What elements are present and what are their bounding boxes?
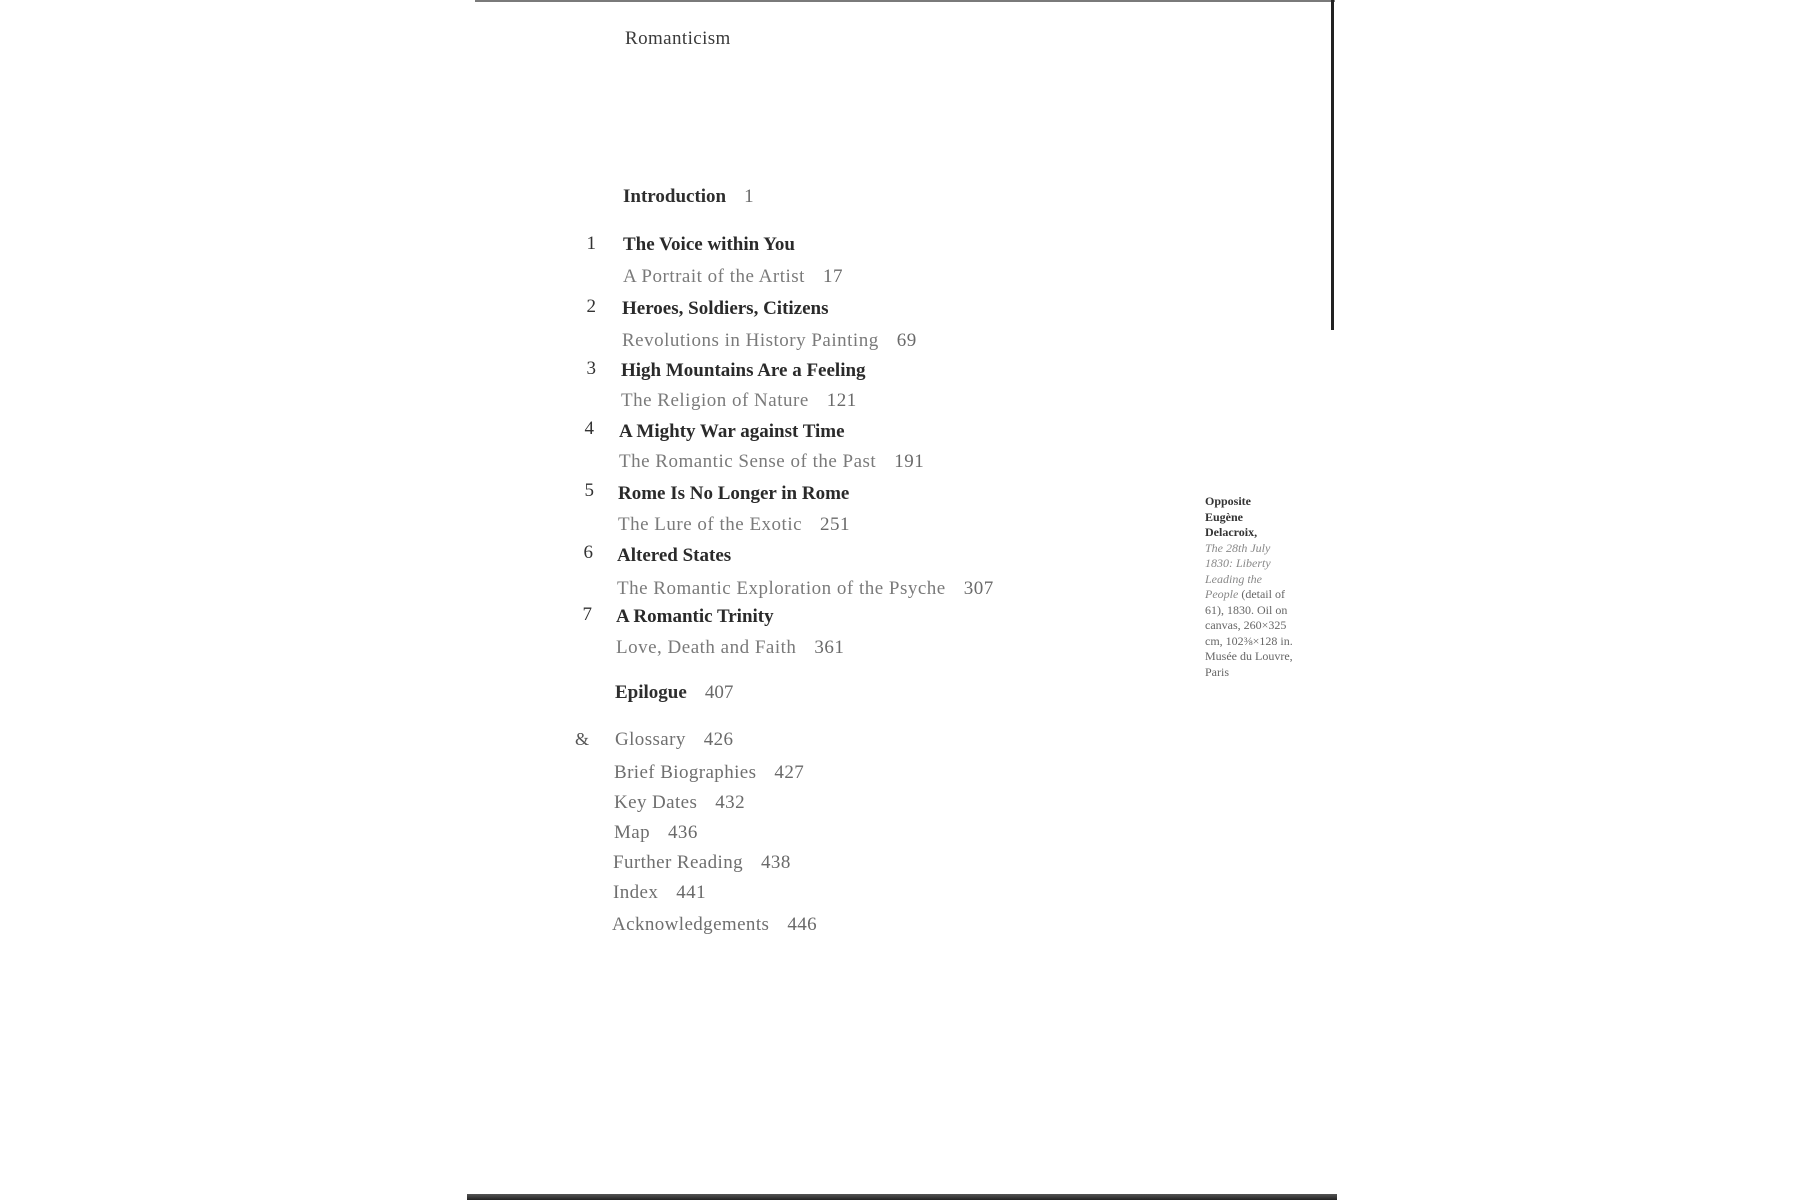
- chapter-title[interactable]: High Mountains Are a Feeling: [621, 360, 866, 381]
- chapter-page: 307: [963, 578, 994, 599]
- chapter-subtitle[interactable]: [616, 637, 844, 659]
- chapter-number: 7: [582, 604, 592, 625]
- back-matter-label: Map: [614, 822, 651, 843]
- chapter-subtitle-text: The Lure of the Exotic: [618, 514, 803, 535]
- chapter-number: 4: [584, 418, 594, 439]
- chapter-subtitle-text: Revolutions in History Painting: [622, 330, 879, 351]
- toc-epilogue-page: 407: [704, 682, 734, 703]
- chapter-subtitle-text: The Romantic Sense of the Past: [619, 451, 877, 472]
- back-matter-label: Glossary: [615, 729, 686, 750]
- back-matter-item[interactable]: [613, 852, 791, 874]
- back-matter-label: Acknowledgements: [612, 914, 770, 935]
- back-matter-item[interactable]: [614, 822, 698, 844]
- chapter-subtitle-text: Love, Death and Faith: [616, 637, 797, 658]
- caption-detail: (detail of 61), 1830. Oil on canvas, 260×325 cm, 102⅜×128 in. Musée du Louvre, Paris: [1205, 587, 1293, 679]
- figure-caption: [1205, 494, 1295, 680]
- chapter-number: 5: [584, 480, 594, 501]
- back-matter-symbol: &: [575, 729, 590, 749]
- toc-introduction[interactable]: [623, 186, 754, 208]
- toc-epilogue[interactable]: [615, 682, 733, 704]
- page-edge-bottom: [467, 1194, 1337, 1200]
- back-matter-item[interactable]: [613, 882, 706, 904]
- toc-introduction-label: Introduction: [623, 186, 727, 207]
- back-matter-label: Brief Biographies: [614, 762, 757, 783]
- chapter-subtitle[interactable]: [618, 514, 850, 536]
- chapter-page: 191: [894, 451, 925, 472]
- chapter-number: 1: [586, 233, 596, 254]
- chapter-page: 361: [814, 637, 845, 658]
- back-matter-label: Further Reading: [613, 852, 744, 873]
- back-matter-item[interactable]: [614, 792, 745, 814]
- chapter-subtitle[interactable]: [622, 330, 917, 352]
- chapter-number: 3: [586, 358, 596, 379]
- chapter-subtitle[interactable]: [617, 578, 994, 600]
- chapter-subtitle-text: The Romantic Exploration of the Psyche: [617, 578, 946, 599]
- chapter-page: 17: [822, 266, 843, 287]
- back-matter-page: 436: [668, 822, 698, 843]
- back-matter-item[interactable]: [615, 729, 733, 751]
- page-edge-right: [1331, 0, 1334, 330]
- back-matter-page: 426: [703, 729, 734, 750]
- back-matter-page: 446: [787, 914, 818, 935]
- chapter-subtitle-text: The Religion of Nature: [621, 390, 809, 411]
- chapter-title[interactable]: Heroes, Soldiers, Citizens: [622, 298, 829, 319]
- toc-introduction-page: 1: [744, 186, 754, 207]
- back-matter-page: 427: [774, 762, 805, 783]
- back-matter-page: 432: [715, 792, 745, 813]
- caption-work-title: The 28th July 1830: Liberty Leading the People: [1205, 540, 1271, 601]
- back-matter-item[interactable]: [612, 914, 817, 936]
- chapter-page: 251: [820, 514, 851, 535]
- caption-heading: Opposite: [1205, 494, 1252, 508]
- chapter-title[interactable]: A Romantic Trinity: [616, 606, 774, 627]
- page-edge-top: [475, 0, 1335, 2]
- chapter-number: 6: [583, 542, 593, 563]
- chapter-subtitle[interactable]: [623, 266, 843, 288]
- back-matter-label: Key Dates: [614, 792, 698, 813]
- chapter-title[interactable]: Rome Is No Longer in Rome: [618, 483, 850, 504]
- chapter-page: 69: [896, 330, 917, 351]
- chapter-page: 121: [826, 390, 857, 411]
- running-head: Romanticism: [625, 28, 731, 49]
- back-matter-label: Index: [613, 882, 659, 903]
- back-matter-page: 441: [676, 882, 706, 903]
- toc-epilogue-label: Epilogue: [615, 682, 687, 703]
- chapter-subtitle[interactable]: [621, 390, 857, 412]
- back-matter-item[interactable]: [614, 762, 804, 784]
- chapter-subtitle[interactable]: [619, 451, 924, 473]
- back-matter-page: 438: [761, 852, 791, 873]
- chapter-subtitle-text: A Portrait of the Artist: [623, 266, 805, 287]
- chapter-title[interactable]: A Mighty War against Time: [619, 421, 845, 442]
- chapter-title[interactable]: The Voice within You: [623, 234, 795, 255]
- caption-artist: Eugène Delacroix,: [1205, 509, 1258, 539]
- chapter-title[interactable]: Altered States: [617, 545, 732, 566]
- chapter-number: 2: [586, 296, 596, 317]
